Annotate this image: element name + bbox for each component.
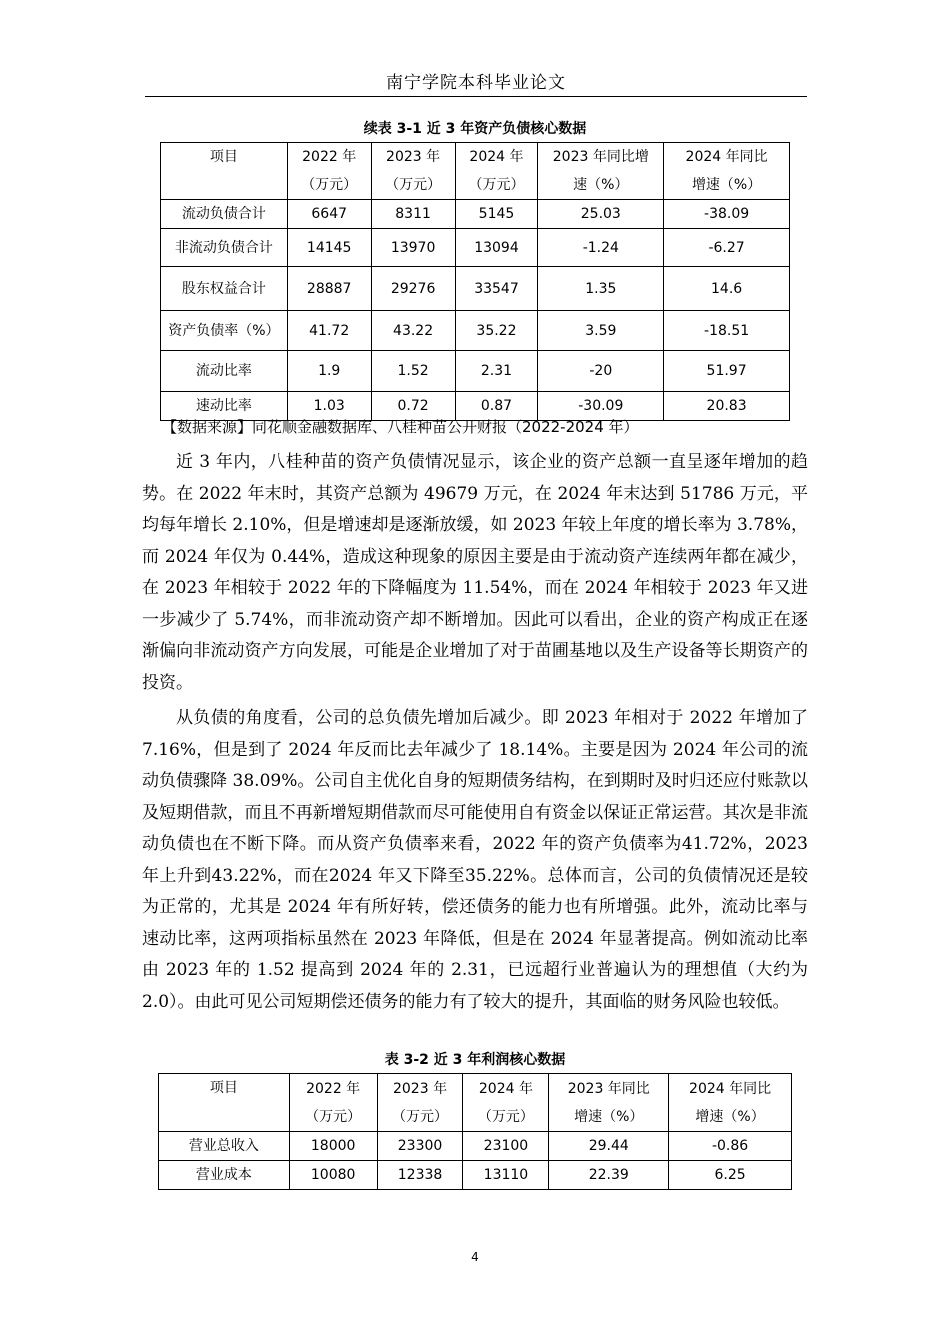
body-paragraph: 从负债的角度看，公司的总负债先增加后减少。即 2023 年相对于 2022 年增加了 7.16%，但是到了 2024 年反而比去年减少了 18.14%。主要是因为 2024 年公司的流动负债骤降 38.09%。公司自主优化自身的短期债务结构，在到期时及时归还应付账款以及短期借款，而且不再新增短期借款而尽可能使用自有资金以保证正常运营。其次是非流动负债也在不断下降。而从资产负债率来看，2022 年的资产负债率为41.72%，2023 年上升到43.22%，而在2024 年又下降至35.22%。总体而言，公司的负债情况还是较为正常的，尤其是 2024 年有所好转，偿还债务的能力也有所增强。此外，流动比率与速动比率，这两项指标虽然在 2023 年降低，但是在 2024 年显著提高。例如流动比率由 2023 年的 1.52 提高到 2024 年的 2.31，已远超行业普遍认为的理想值（大约为 2.0）。由此可见公司短期偿还债务的能力有了较大的提升，其面临的财务风险也较低。	[142, 708, 808, 1012]
table-cell: 23100	[463, 1132, 549, 1161]
table-cell: 13094	[455, 229, 538, 267]
table1-caption: 续表 3-1 近 3 年资产负债核心数据	[363, 121, 587, 137]
header-cell: 2022 年 （万元）	[289, 1074, 377, 1132]
header-cell: 2023 年 （万元）	[377, 1074, 463, 1132]
table-cell: 25.03	[538, 200, 664, 229]
table-cell: 1.9	[287, 351, 371, 392]
table-cell: 8311	[371, 200, 455, 229]
table-cell: 29.44	[549, 1132, 669, 1161]
table-cell: 3.59	[538, 311, 664, 351]
table-cell: 流动负债合计	[161, 200, 288, 229]
table-cell: 1.35	[538, 267, 664, 311]
table-cell: 1.03	[287, 392, 371, 421]
table-cell: -18.51	[664, 311, 790, 351]
table-cell: 非流动负债合计	[161, 229, 288, 267]
table-cell: 35.22	[455, 311, 538, 351]
table-cell: 20.83	[664, 392, 790, 421]
table-row	[159, 1161, 792, 1190]
table-cell: 18000	[289, 1132, 377, 1161]
table-cell: -1.24	[538, 229, 664, 267]
header-cell: 2024 年同比 增速（%）	[669, 1074, 792, 1132]
table-header-row	[159, 1074, 792, 1132]
header-cell: 2024 年 （万元）	[455, 143, 538, 200]
table-cell: 0.72	[371, 392, 455, 421]
table-row	[161, 311, 790, 351]
header-cell: 2022 年 （万元）	[287, 143, 371, 200]
table-cell: 6.25	[669, 1161, 792, 1190]
table-cell: 13110	[463, 1161, 549, 1190]
table-row	[161, 351, 790, 392]
header-cell: 2023 年同比增 速（%）	[538, 143, 664, 200]
table-cell: 12338	[377, 1161, 463, 1190]
table-cell: 14145	[287, 229, 371, 267]
table-cell: 10080	[289, 1161, 377, 1190]
table-cell: 股东权益合计	[161, 267, 288, 311]
table-cell: -6.27	[664, 229, 790, 267]
header-cell: 项目	[159, 1074, 290, 1132]
balance-sheet-table	[160, 142, 790, 421]
table-cell: -30.09	[538, 392, 664, 421]
table-cell: 营业总收入	[159, 1132, 290, 1161]
table-cell: 2.31	[455, 351, 538, 392]
header-cell: 2024 年同比 增速（%）	[664, 143, 790, 200]
table-cell: 22.39	[549, 1161, 669, 1190]
body-paragraph: 近 3 年内，八桂种苗的资产负债情况显示，该企业的资产总额一直呈逐年增加的趋势。在 2022 年末时，其资产总额为 49679 万元，在 2024 年末达到 51786 万元，平均每年增长 2.10%，但是增速却是逐渐放缓，如 2023 年较上年度的增长率为 3.78%，而 2024 年仅为 0.44%，造成这种现象的原因主要是由于流动资产连续两年都在减少，在 2023 年相较于 2022 年的下降幅度为 11.54%，而在 2024 年相较于 2023 年又进一步减少了 5.74%，而非流动资产却不断增加。因此可以看出，企业的资产构成正在逐渐偏向非流动资产方向发展，可能是企业增加了对于苗圃基地以及生产设备等长期资产的投资。	[142, 452, 808, 693]
table-cell: -38.09	[664, 200, 790, 229]
header-cell: 2023 年同比 增速（%）	[549, 1074, 669, 1132]
table-cell: 6647	[287, 200, 371, 229]
table-cell: 29276	[371, 267, 455, 311]
header-rule	[145, 96, 807, 97]
table-cell: 1.52	[371, 351, 455, 392]
header-cell: 2023 年 （万元）	[371, 143, 455, 200]
header-cell: 项目	[161, 143, 288, 200]
profit-table	[158, 1073, 792, 1190]
table-cell: -0.86	[669, 1132, 792, 1161]
table-cell: 速动比率	[161, 392, 288, 421]
table-cell: 0.87	[455, 392, 538, 421]
table-cell: 5145	[455, 200, 538, 229]
page-number: 4	[471, 1250, 479, 1264]
table-cell: -20	[538, 351, 664, 392]
table-cell: 营业成本	[159, 1161, 290, 1190]
table-cell: 23300	[377, 1132, 463, 1161]
table-cell: 51.97	[664, 351, 790, 392]
data-source-note: 【数据来源】同花顺金融数据库、八桂种苗公开财报（2022-2024 年）	[162, 418, 639, 436]
table-row	[161, 229, 790, 267]
table-cell: 13970	[371, 229, 455, 267]
table-cell: 流动比率	[161, 351, 288, 392]
table-cell: 41.72	[287, 311, 371, 351]
page-header-title: 南宁学院本科毕业论文	[386, 73, 566, 93]
table-row	[161, 267, 790, 311]
table-row	[159, 1132, 792, 1161]
table-cell: 43.22	[371, 311, 455, 351]
header-cell: 2024 年 （万元）	[463, 1074, 549, 1132]
table-cell: 33547	[455, 267, 538, 311]
table-cell: 资产负债率（%）	[161, 311, 288, 351]
table2-caption: 表 3-2 近 3 年利润核心数据	[384, 1052, 566, 1068]
table-cell: 14.6	[664, 267, 790, 311]
table-header-row	[161, 143, 790, 200]
table-row	[161, 200, 790, 229]
table-cell: 28887	[287, 267, 371, 311]
